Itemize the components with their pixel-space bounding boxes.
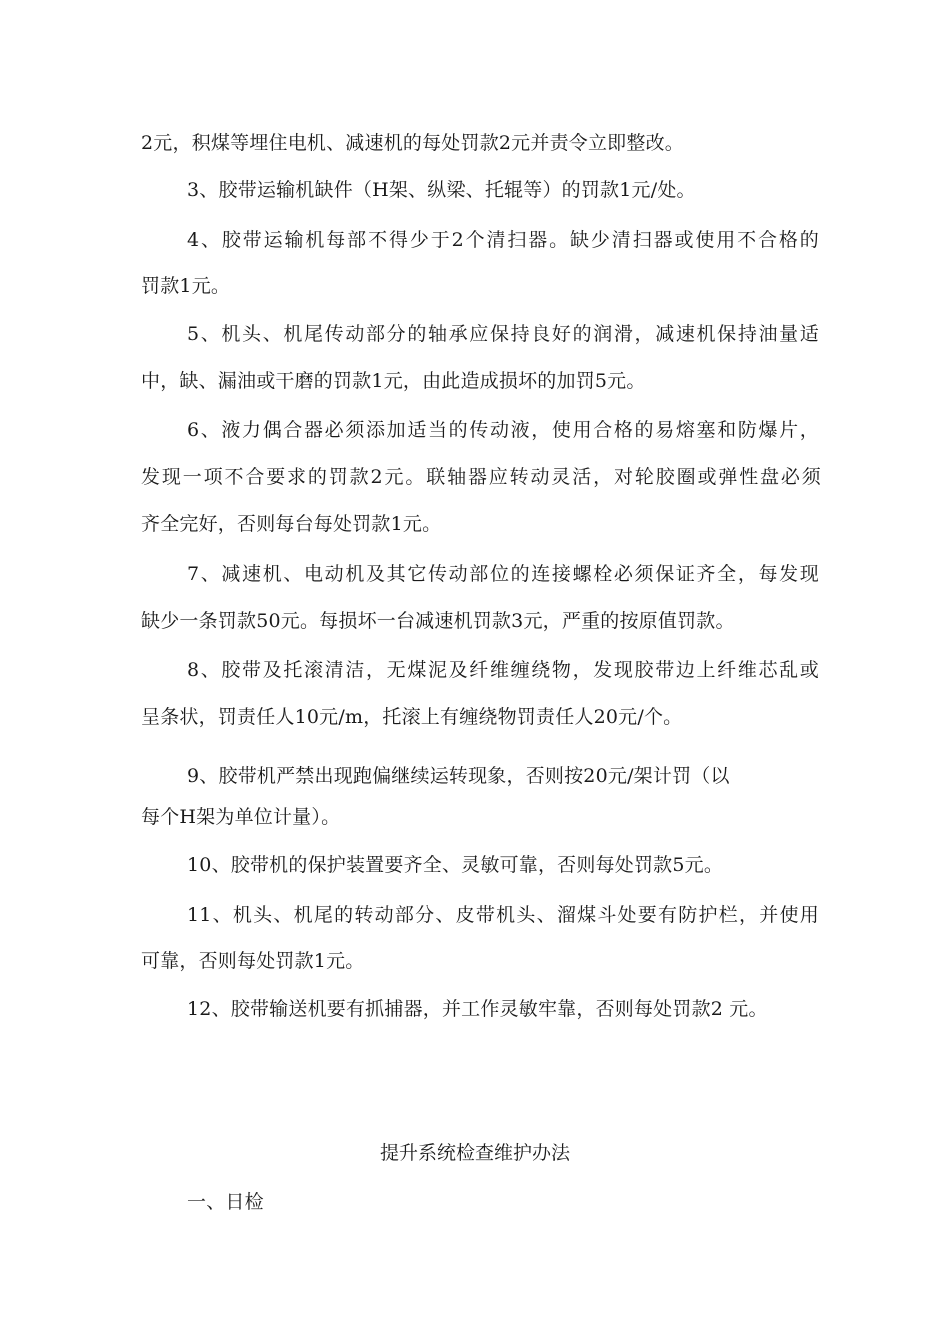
paragraph-line: 8、胶带及托滚清洁，无煤泥及纤维缠绕物，发现胶带边上纤维芯乱或 [187, 659, 819, 681]
paragraph-line: 3、胶带运输机缺件（H架、纵梁、托辊等）的罚款1元/处。 [187, 179, 696, 201]
paragraph-line: 5、机头、机尾传动部分的轴承应保持良好的润滑，减速机保持油量适 [187, 323, 819, 345]
paragraph-line: 缺少一条罚款50元。每损坏一台减速机罚款3元，严重的按原值罚款。 [141, 610, 735, 632]
paragraph-line: 4、胶带运输机每部不得少于2个清扫器。缺少清扫器或使用不合格的 [187, 229, 819, 251]
paragraph-line: 罚款1元。 [141, 275, 231, 297]
section-item: 一、日检 [187, 1191, 264, 1213]
paragraph-line: 6、液力偶合器必须添加适当的传动液，使用合格的易熔塞和防爆片， [187, 419, 819, 441]
paragraph-line: 每个H架为单位计量）。 [141, 806, 341, 828]
paragraph-line: 2元，积煤等埋住电机、减速机的每处罚款2元并责令立即整改。 [141, 132, 684, 154]
paragraph-line: 发现一项不合要求的罚款2元。联轴器应转动灵活，对轮胶圈或弹性盘必须 [141, 466, 821, 488]
paragraph-line: 9、胶带机严禁出现跑偏继续运转现象，否则按20元/架计罚（以 [187, 765, 730, 787]
section-title: 提升系统检查维护办法 [379, 1142, 570, 1164]
paragraph-line: 11、机头、机尾的转动部分、皮带机头、溜煤斗处要有防护栏，并使用 [187, 904, 819, 926]
paragraph-line: 7、减速机、电动机及其它传动部位的连接螺栓必须保证齐全，每发现 [187, 563, 819, 585]
paragraph-line: 呈条状，罚责任人10元/m，托滚上有缠绕物罚责任人20元/个。 [141, 706, 683, 728]
paragraph-line: 12、胶带输送机要有抓捕器，并工作灵敏牢靠，否则每处罚款2 元。 [187, 998, 768, 1020]
paragraph-line: 10、胶带机的保护装置要齐全、灵敏可靠，否则每处罚款5元。 [187, 854, 724, 876]
paragraph-line: 可靠，否则每处罚款1元。 [141, 950, 365, 972]
paragraph-line: 中，缺、漏油或干磨的罚款1元，由此造成损坏的加罚5元。 [141, 370, 646, 392]
paragraph-line: 齐全完好，否则每台每处罚款1元。 [141, 513, 442, 535]
